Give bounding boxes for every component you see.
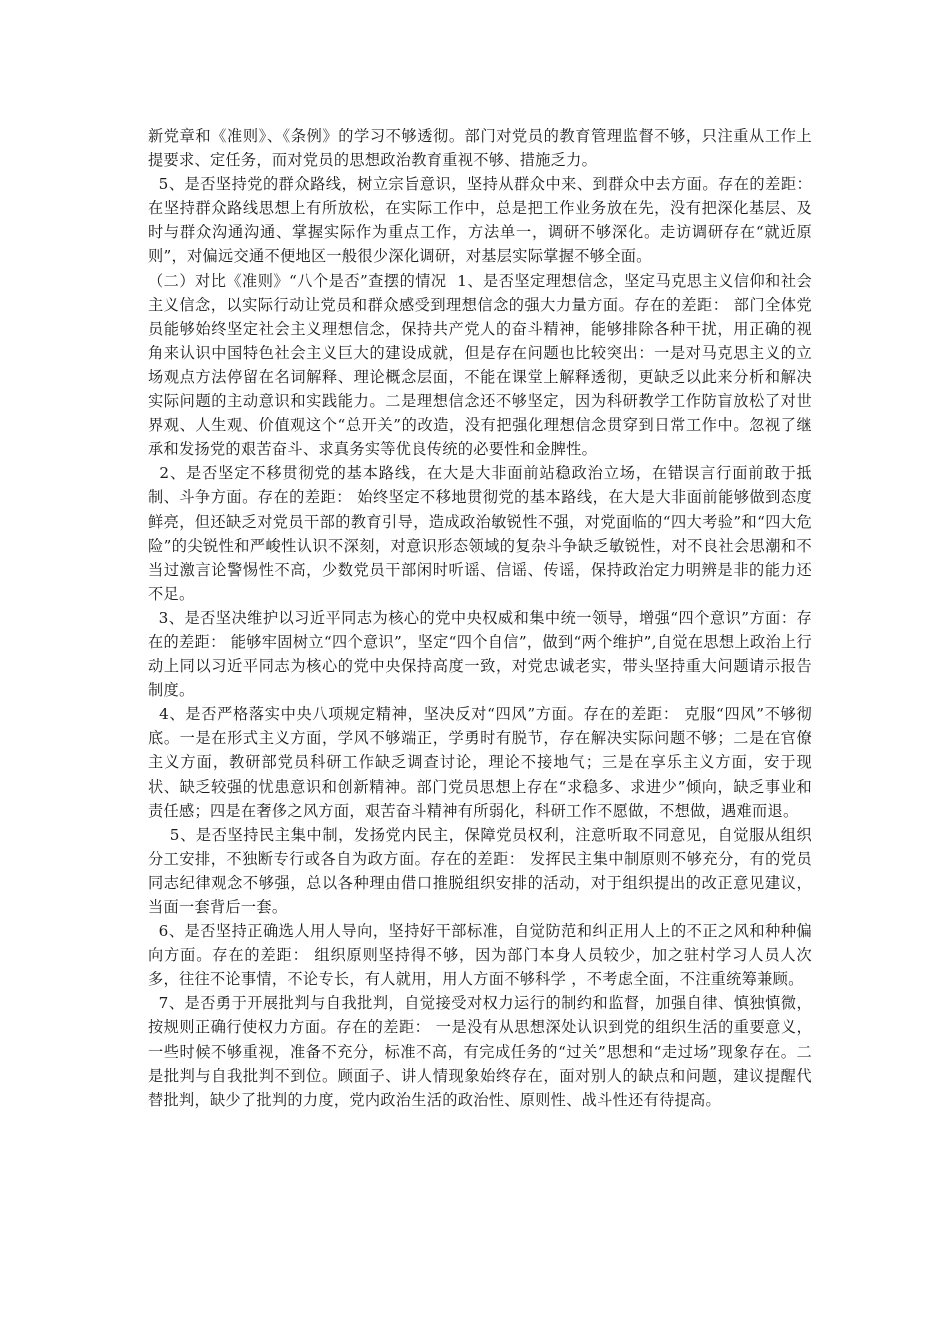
- paragraph: 7、是否勇于开展批判与自我批判，自觉接受对权力运行的制约和监督，加强自律、慎独慎微，按规则正确行使权力方面。存在的差距： 一是没有从思想深处认识到党的组织生活的重要意义，一些时候不够重视，准备不充分，标准不高，有完成任务的“过关”思想和“走过场”现象存在。二是批判与自我批判不到位。顾面子、讲人情现象始终存在，面对别人的缺点和问题，建议提醒代替批判，缺少了批判的力度，党内政治生活的政治性、原则性、战斗性还有待提高。: [148, 994, 812, 1109]
- paragraph: 3、是否坚决维护以习近平同志为核心的党中央权威和集中统一领导，增强“四个意识”方面：存在的差距： 能够牢固树立“四个意识”，坚定“四个自信”，做到“两个维护”,自觉在思想上政治上行动上同以习近平同志为核心的党中央保持高度一致，对党忠诚老实，带头坚持重大问题请示报告制度。: [148, 608, 813, 700]
- paragraph: 5、是否坚持民主集中制，发扬党内民主，保障党员权利，注意听取不同意见，自觉服从组织分工安排，不独断专行或各自为政方面。存在的差距： 发挥民主集中制原则不够充分，有的党员同志纪律观念不够强，总以各种理由借口推脱组织安排的活动，对于组织提出的改正意见建议，当面一套背后一套。: [148, 825, 813, 916]
- paragraph: 5、是否坚持党的群众路线，树立宗旨意识，坚持从群众中来、到群众中去方面。存在的差距： 在坚持群众路线思想上有所放松，在实际工作中，总是把工作业务放在先，没有把深化基层、及时与群众沟通沟通、掌握实际作为重点工作，方法单一，调研不够深化。走访调研存在“就近原则”，对偏远交通不便地区一般很少深化调研，对基层实际掌握不够全面。: [148, 175, 818, 266]
- paragraph: 4、是否严格落实中央八项规定精神，坚决反对“四风”方面。存在的差距： 克服“四风”不够彻底。一是在形式主义方面，学风不够端正，学勇时有脱节，存在解决实际问题不够；二是在官僚主义方面，教研部党员科研工作缺乏调查讨论，理论不接地气；三是在享乐主义方面，安于现状、缺乏较强的忧患意识和创新精神。部门党员思想上存在“求稳多、求进少”倾向，缺乏事业和责任感；四是在奢侈之风方面，艰苦奋斗精神有所弱化，科研工作不愿做，不想做，遇难而退。: [148, 705, 813, 820]
- paragraph: （二）对比《准则》“八个是否”查摆的情况 1、是否坚定理想信念，坚定马克思主义信仰和社会主义信念，以实际行动让党员和群众感受到理想信念的强大力量方面。存在的差距： 部门全体党员能够始终坚定社会主义理想信念，保持共产党人的奋斗精神，能够排除各种干扰，用正确的视角来认识中国特色社会主义巨大的建设成就，但是存在问题也比较突出：一是对马克思主义的立场观点方法停留在名词解释、理论概念层面，不能在课堂上解释透彻，更缺乏以此来分析和解决实际问题的主动意识和实践能力。二是理想信念还不够坚定，因为科研教学工作防盲放松了对世界观、人生观、价值观这个“总开关”的改造，没有把强化理想信念贯穿到日常工作中。忽视了继承和发扬党的艰苦奋斗、求真务实等优良传统的必要性和金脾性。: [148, 271, 812, 459]
- paragraph: 6、是否坚持正确选人用人导向，坚持好干部标准，自觉防范和纠正用人上的不正之风和种种偏向方面。存在的差距： 组织原则坚持得不够，因为部门本身人员较少，加之驻村学习人员人次多，往往不论事情，不论专长，有人就用，用人方面不够科学 ，不考虑全面，不注重统筹兼顾。: [148, 922, 812, 989]
- document-body: [148, 124, 818, 1112]
- paragraph: 2、是否坚定不移贯彻党的基本路线，在大是大非面前站稳政治立场，在错误言行面前敢于抵制、斗争方面。存在的差距： 始终坚定不移地贯彻党的基本路线，在大是大非面前能够做到态度鲜亮，但还缺乏对党员干部的教育引导，造成政治敏锐性不强，对党面临的“四大考验”和“四大危险”的尖锐性和严峻性认识不深刻，对意识形态领域的复杂斗争缺乏敏锐性，对不良社会思潮和不当过激言论警惕性不高，少数党员干部闲时听谣、信谣、传谣，保持政治定力明辨是非的能力还不足。: [148, 464, 812, 603]
- paragraph: 新党章和《准则》、《条例》的学习不够透彻。部门对党员的教育管理监督不够，只注重从工作上提要求、定任务，而对党员的思想政治教育重视不够、措施乏力。: [148, 127, 812, 170]
